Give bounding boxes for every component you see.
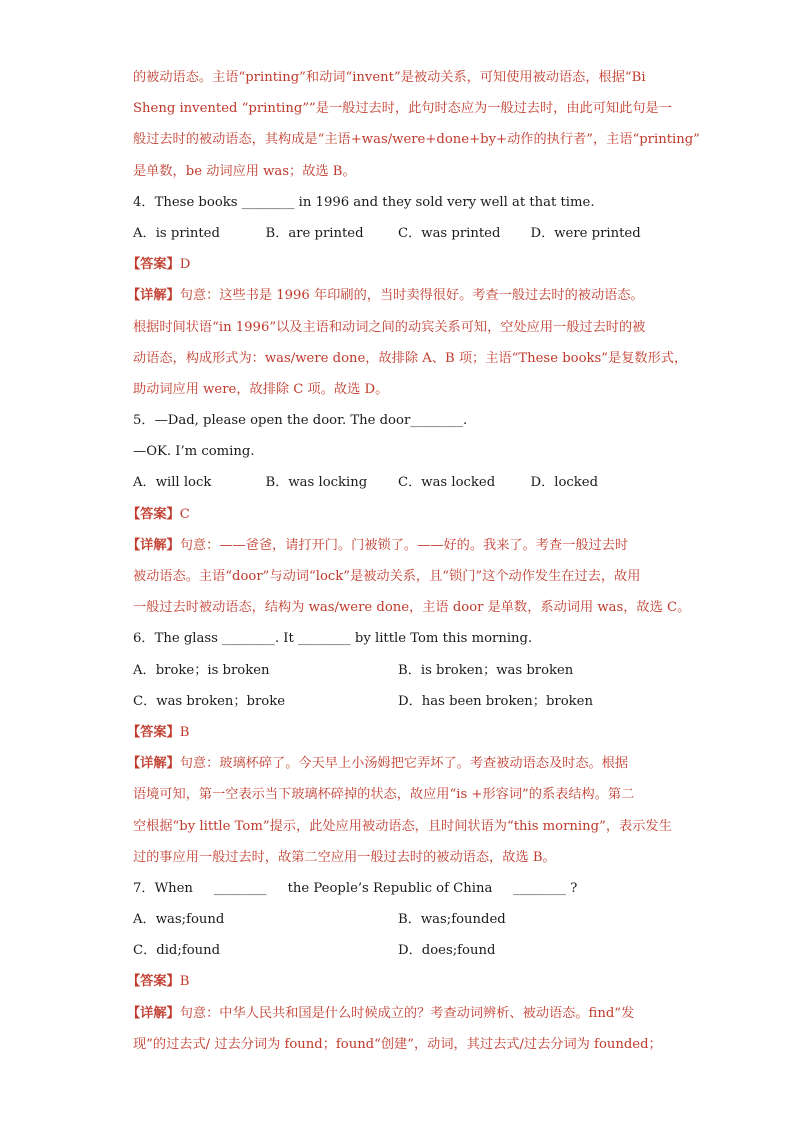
option-b: B．was locking	[265, 475, 368, 491]
detail-line: 【详解】句意：中华人民共和国是什么时候成立的？考查动词辨析、被动语态。find“发	[127, 1005, 635, 1021]
question-5	[127, 405, 691, 623]
answer-value: B	[179, 974, 190, 990]
options-row	[133, 467, 663, 498]
question-4	[127, 187, 688, 405]
answer-value: B	[179, 724, 190, 740]
option-b: B．was;founded	[398, 912, 506, 928]
detail-line: 过的事应用一般过去时，故第二空应用一般过去时的被动语态，故选 B。	[133, 849, 556, 865]
detail-line: 现”的过去式/ 过去分词为 found；found“创建”，动词，其过去式/过去分词为 founded；	[133, 1036, 662, 1052]
explanation-line: 是单数，be 动词应用 was；故选 B。	[133, 163, 356, 179]
detail-line: 动语态，构成形式为：was/were done，故排除 A、B 项；主语“These books”是复数形式，	[133, 350, 688, 366]
option-c: C．did;found	[133, 943, 221, 959]
options-row	[133, 904, 663, 935]
option-a: A．is printed	[133, 225, 220, 241]
option-c: C．was broken；broke	[133, 693, 286, 709]
option-d: D．were printed	[530, 225, 641, 241]
answer-value: C	[179, 506, 190, 522]
question-stem: 4．These books ________ in 1996 and they sold very well at that time.	[133, 194, 595, 210]
answer-value: D	[179, 257, 191, 273]
detail-line: 语境可知，第一空表示当下玻璃杯碎掉的状态，故应用“is +形容词”的系表结构。第二	[133, 787, 635, 803]
answer-label: 【答案】	[127, 506, 180, 522]
question-stem: 5．—Dad, please open the door. The door________.	[133, 413, 468, 429]
option-a: A．broke；is broken	[133, 662, 270, 678]
detail-line: 【详解】句意：这些书是 1996 年印刷的，当时卖得很好。考查一般过去时的被动语态。	[127, 288, 644, 304]
option-b: B．is broken；was broken	[398, 662, 574, 678]
explanation-line: 的被动语态。主语“printing”和动词“invent”是被动关系，可知使用被动语态，根据“Bi	[133, 70, 646, 85]
detail-line: 一般过去时被动语态，结构为 was/were done，主语 door 是单数，系动词用 was，故选 C。	[133, 600, 691, 616]
detail-line: 【详解】句意：玻璃杯碎了。今天早上小汤姆把它弄坏了。考查被动语态及时态。根据	[127, 756, 629, 772]
option-d: D．locked	[530, 475, 599, 491]
explanation-line: Sheng invented “printing””是一般过去时，此句时态应为一般过去时，由此可知此句是一	[133, 101, 672, 117]
question-stem-reply: —OK. I’m coming.	[133, 444, 255, 460]
option-c: C．was printed	[398, 225, 501, 241]
detail-line: 空根据“by little Tom”提示，此处应用被动语态，且时间状语为“this morning”，表示发生	[133, 818, 672, 834]
answer-label: 【答案】	[127, 724, 180, 740]
detail-label: 【详解】	[127, 537, 180, 553]
option-a: A．will lock	[133, 475, 212, 491]
detail-line: 助动词应用 were，故排除 C 项。故选 D。	[133, 381, 389, 397]
detail-label: 【详解】	[127, 1005, 180, 1021]
detail-label: 【详解】	[127, 288, 180, 304]
document-page	[127, 62, 700, 1060]
option-b: B．are printed	[265, 225, 364, 241]
explanation-line: 般过去时的被动语态，其构成是“主语+was/were+done+by+动作的执行者”，主语“printing”	[133, 132, 700, 148]
option-c: C．was locked	[398, 475, 496, 491]
answer-label: 【答案】	[127, 257, 180, 273]
question-6	[127, 623, 672, 873]
question-7	[127, 873, 663, 1060]
intro-explanation	[133, 62, 700, 187]
question-stem: 7．When ________ the People’s Republic of China ________ ?	[133, 880, 578, 896]
answer-row	[127, 966, 663, 997]
detail-line: 根据时间状语“in 1996”以及主语和动词之间的动宾关系可知，空处应用一般过去时的被	[133, 319, 646, 335]
option-d: D．has been broken；broken	[398, 693, 593, 709]
detail-label: 【详解】	[127, 756, 180, 772]
answer-label: 【答案】	[127, 974, 180, 990]
answer-row	[127, 249, 663, 280]
option-a: A．was;found	[133, 912, 225, 928]
options-row	[133, 218, 663, 249]
detail-line: 被动语态。主语“door”与动词“lock”是被动关系，且“锁门”这个动作发生在过去，故用	[133, 569, 641, 584]
answer-row	[127, 499, 663, 530]
question-stem: 6．The glass ________. It ________ by little Tom this morning.	[133, 631, 533, 647]
options-row	[133, 935, 663, 966]
option-d: D．does;found	[398, 943, 496, 959]
answer-row	[127, 717, 663, 748]
options-row	[133, 655, 663, 686]
detail-line: 【详解】句意：——爸爸，请打开门。门被锁了。——好的。我来了。考查一般过去时	[127, 537, 629, 553]
options-row	[133, 686, 663, 717]
